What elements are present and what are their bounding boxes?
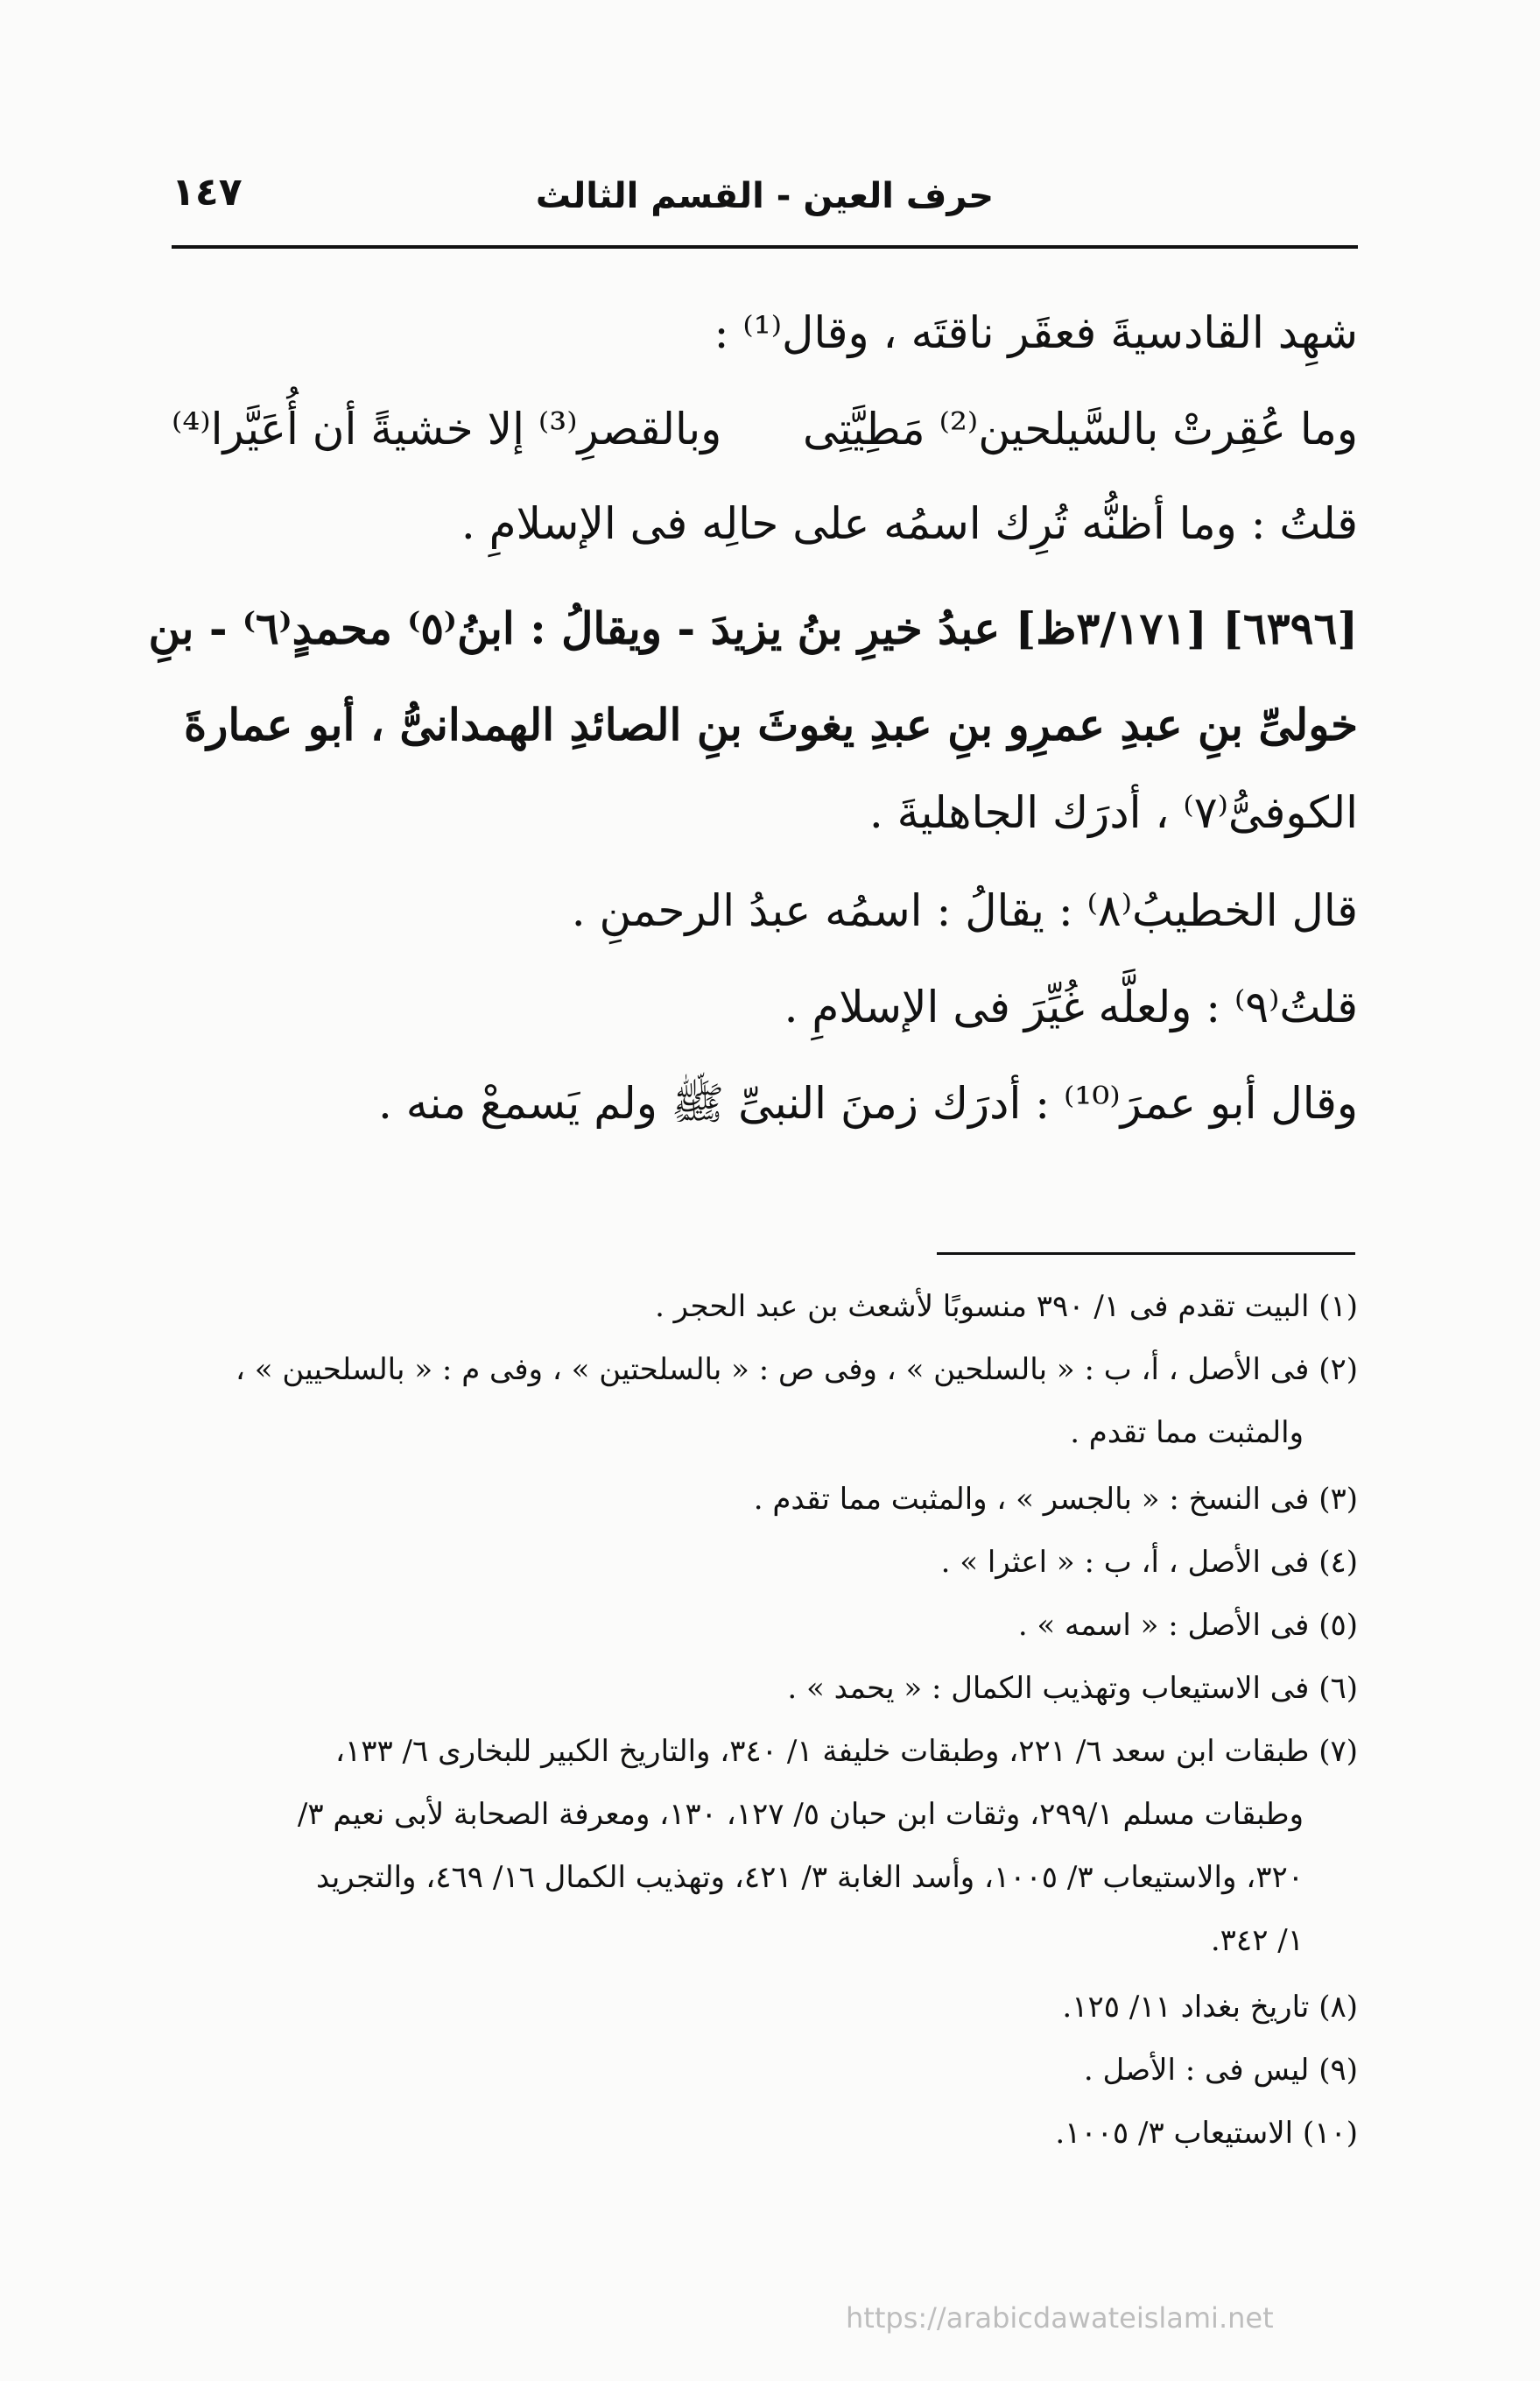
footnote-8: (٨) تاريخ بغداد ١١/ ١٢٥. [1062,1990,1358,2025]
footnote-7: (٧) طبقات ابن سعد ٦/ ٢٢١، وطبقات خليفة ١/ ٣٤٠، والتاريخ الكبير للبخارى ٦/ ١٣٣، [334,1734,1358,1769]
text-line: قال الخطيبُ⁽٨⁾ : يقالُ : اسمُه عبدُ الرحمنِ . [571,885,1358,936]
entry-heading: [٦٣٩٦] [٣/١٧١ظ] عبدُ خيرِ بنُ يزيدَ - ويقالُ : ابنُ⁽٥⁾ محمدٍ⁽٦⁾ - بنِ [148,602,1358,654]
footnote-2: (٢) فى الأصل ، أ، ب : « بالسلحين » ، وفى ص : « بالسلحتين » ، وفى م : « بالسلحيين » ، [236,1352,1358,1387]
header-rule [172,245,1358,249]
poetry-verse [172,385,1358,473]
entry-heading-cont: خولىِّ بنِ عبدِ عمرِو بنِ عبدِ يغوثَ بنِ الصائدِ الهمدانىُّ ، أبو عمارةَ [184,699,1358,750]
footnote-5: (٥) فى الأصل : « اسمه » . [1017,1608,1358,1643]
verse-second-hemistich: وبالقصرِ⁽³⁾ إلا خشيةً أن أُعَيَّرا⁽⁴⁾ [172,404,722,454]
text-line: قلتُ⁽٩⁾ : ولعلَّه غُيِّرَ فى الإسلامِ . [784,982,1358,1032]
footnote-7-cont: ٣٢٠، والاستيعاب ٣/ ١٠٠٥، وأسد الغابة ٣/ ٤٢١، وتهذيب الكمال ١٦/ ٤٦٩، والتجريد [315,1860,1304,1895]
verse-first-hemistich: وما عُقِرتْ بالسَّيلحين⁽²⁾ مَطِيَّتِى [803,404,1358,454]
page-header [172,158,1358,245]
footnote-6: (٦) فى الاستيعاب وتهذيب الكمال : « يحمد » . [787,1671,1358,1706]
footnote-2-cont: والمثبت مما تقدم . [1070,1415,1304,1450]
running-title: حرف العين - القسم الثالث [535,176,995,216]
footnote-4: (٤) فى الأصل ، أ، ب : « اعثرا » . [940,1545,1358,1580]
footnote-3: (٣) فى النسخ : « بالجسر » ، والمثبت مما تقدم . [753,1482,1358,1517]
text-line: قلتُ : وما أظنُّه تُرِك اسمُه على حالِه فى الإسلامِ . [461,498,1358,549]
footnote-7-cont: ١/ ٣٤٢. [1210,1923,1304,1958]
footnote-1: (١) البيت تقدم فى ١/ ٣٩٠ منسوبًا لأشعث بن عبد الحجر . [655,1289,1358,1324]
entry-line: الكوفىُّ⁽٧⁾ ، أدرَك الجاهليةَ . [868,787,1358,838]
text-line: وقال أبو عمرَ⁽¹⁰⁾ : أدرَك زمنَ النبىِّ ﷺ ولم يَسمعْ منه . [377,1078,1358,1129]
footnote-10: (١٠) الاستيعاب ٣/ ١٠٠٥. [1055,2116,1358,2151]
footnote-7-cont: وطبقات مسلم ٢٩٩/١، وثقات ابن حبان ٥/ ١٢٧، ١٣٠، ومعرفة الصحابة لأبى نعيم ٣/ [297,1797,1304,1832]
page-number: ١٤٧ [172,170,243,215]
footnote-9: (٩) ليس فى : الأصل . [1083,2053,1358,2088]
footnote-separator [937,1252,1355,1255]
text-line: شهِد القادسيةَ فعقَر ناقتَه ، وقال⁽¹⁾ : [714,307,1358,358]
watermark-url: https://arabicdawateislami.net [846,2301,1274,2335]
